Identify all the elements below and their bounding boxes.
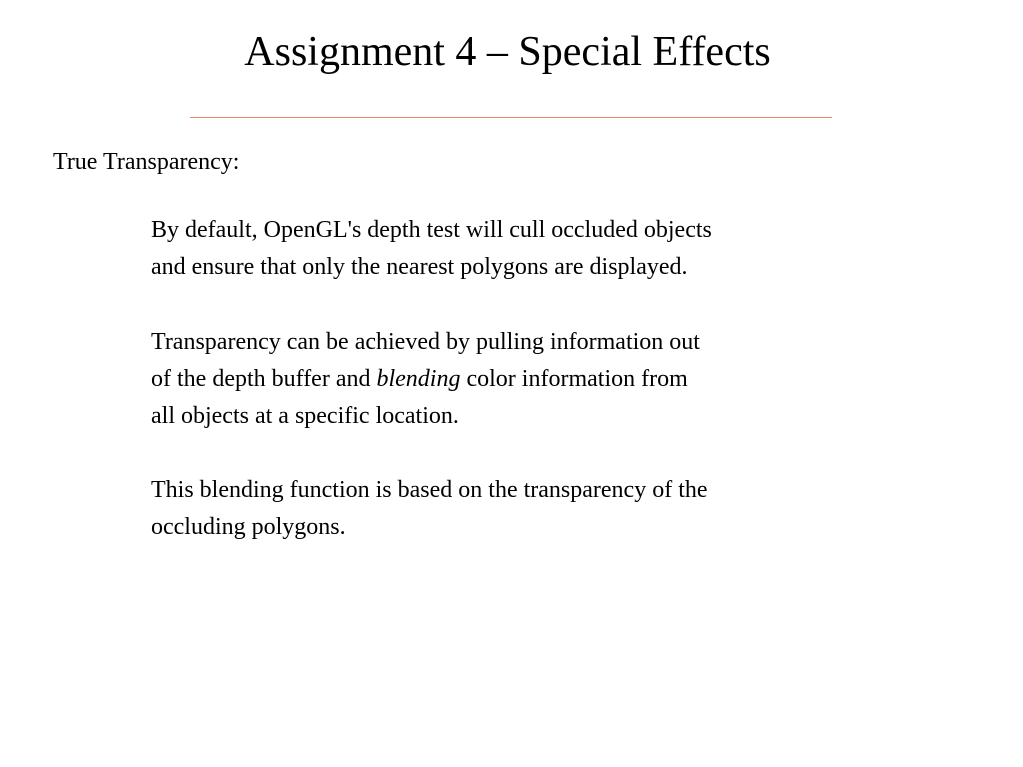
emphasis-blending: blending: [376, 366, 461, 392]
paragraph-line: Transparency can be achieved by pulling information out: [151, 329, 700, 355]
paragraph-line: all objects at a specific location.: [151, 403, 459, 429]
title-divider: [190, 117, 832, 118]
paragraph-line: and ensure that only the nearest polygons are displayed.: [151, 254, 688, 280]
section-heading: True Transparency:: [53, 149, 240, 175]
slide-title: Assignment 4 – Special Effects: [244, 29, 771, 75]
line-text: of the depth buffer and: [151, 366, 377, 392]
paragraph-line: By default, OpenGL's depth test will cull occluded objects: [151, 217, 712, 243]
paragraph-line: [151, 361, 911, 398]
paragraph-blending-function: [151, 472, 911, 546]
paragraph-line: occluding polygons.: [151, 514, 346, 540]
paragraph-transparency: [151, 324, 911, 435]
paragraph-line: This blending function is based on the transparency of the: [151, 477, 708, 503]
line-text: color information from: [460, 366, 688, 392]
paragraph-depth-test: [151, 212, 911, 286]
